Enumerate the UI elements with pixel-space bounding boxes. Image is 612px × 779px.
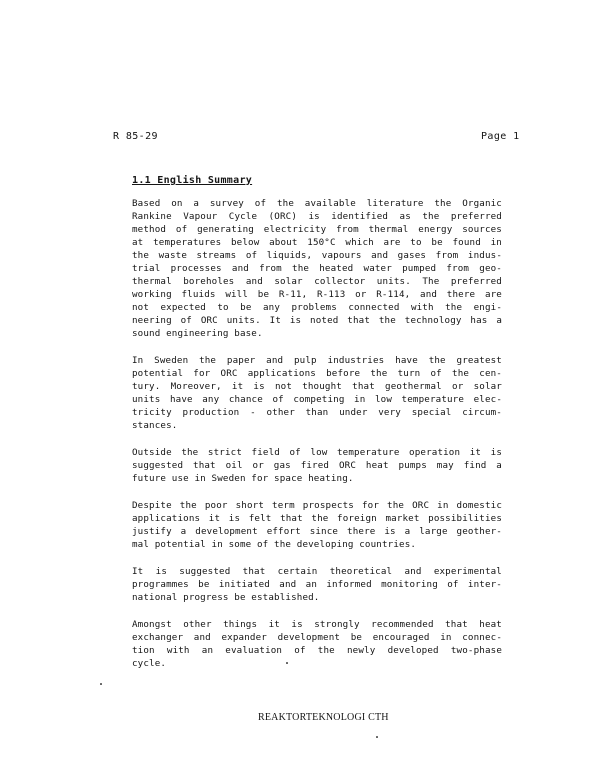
scan-speck: [286, 662, 288, 664]
page-number: Page 1: [481, 131, 520, 142]
text-line: It is suggested that certain theoretical and experimental: [132, 566, 502, 577]
scan-speck: [100, 683, 102, 685]
paragraph-3: [132, 446, 502, 485]
text-line: In Sweden the paper and pulp industries have the greatest: [132, 355, 502, 366]
text-line: Amongst other things it is strongly recommended that heat: [132, 619, 502, 630]
text-line: national progress be established.: [132, 592, 320, 603]
text-line: suggested that oil or gas fired ORC heat pumps may find a: [132, 460, 502, 471]
paragraph-4: [132, 499, 502, 551]
text-line: cycle.: [132, 658, 167, 669]
paragraph-2: [132, 354, 502, 432]
text-line: tury. Moreover, it is not thought that geothermal or solar: [132, 381, 502, 392]
text-line: future use in Sweden for space heating.: [132, 473, 354, 484]
footer-logo-text: REAKTORTEKNOLOGI CTH: [258, 712, 389, 723]
text-line: Outside the strict field of low temperature operation it is: [132, 447, 502, 458]
text-line: tion with an evaluation of the newly developed two-phase: [132, 645, 502, 656]
text-line: potential for ORC applications before the turn of the cen-: [132, 368, 502, 379]
text-line: Rankine Vapour Cycle (ORC) is identified as the preferred: [132, 211, 502, 222]
paragraph-1: [132, 197, 502, 340]
text-line: the waste streams of liquids, vapours and gases from indus-: [132, 250, 502, 261]
text-line: neering of ORC units. It is noted that the technology has a: [132, 315, 502, 326]
paragraph-5: [132, 565, 502, 604]
report-number: R 85-29: [113, 131, 158, 142]
paragraph-6: [132, 618, 502, 670]
scan-speck: [376, 736, 378, 738]
section-heading: 1.1 English Summary: [132, 175, 253, 186]
text-line: method of generating electricity from thermal energy sources: [132, 224, 502, 235]
text-line: programmes be initiated and an informed monitoring of inter-: [132, 579, 502, 590]
text-line: units have any chance of competing in low temperature elec-: [132, 394, 502, 405]
text-line: tricity production - other than under very special circum-: [132, 407, 502, 418]
text-line: thermal boreholes and solar collector units. The preferred: [132, 276, 502, 287]
text-line: not expected to be any problems connected with the engi-: [132, 302, 502, 313]
text-line: working fluids will be R-11, R-113 or R-114, and there are: [132, 289, 502, 300]
text-line: mal potential in some of the developing countries.: [132, 539, 417, 550]
text-line: justify a development effort since there is a large geother-: [132, 526, 502, 537]
text-line: applications it is felt that the foreign market possibilities: [132, 513, 502, 524]
text-line: at temperatures below about 150°C which are to be found in: [132, 237, 502, 248]
text-line: Based on a survey of the available literature the Organic: [132, 198, 502, 209]
text-line: stances.: [132, 420, 178, 431]
text-line: sound engineering base.: [132, 328, 263, 339]
text-line: trial processes and from the heated water pumped from geo-: [132, 263, 502, 274]
text-line: exchanger and expander development be encouraged in connec-: [132, 632, 502, 643]
summary-body: [132, 197, 502, 684]
text-line: Despite the poor short term prospects for the ORC in domestic: [132, 500, 502, 511]
